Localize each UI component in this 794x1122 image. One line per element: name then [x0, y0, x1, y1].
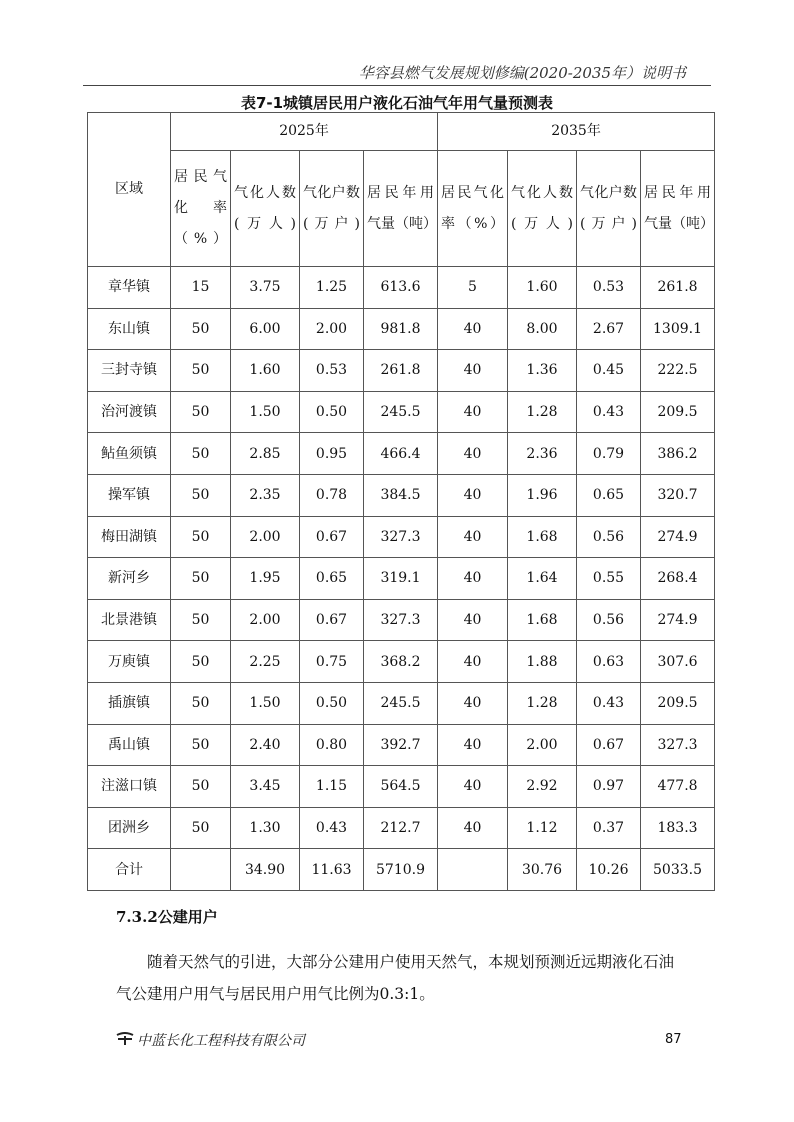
cell-region: 禹山镇: [88, 724, 171, 766]
table-row: [88, 267, 715, 309]
cell-gas-2025: 613.6: [364, 267, 438, 309]
cell-gas-2025: 384.5: [364, 474, 438, 516]
total-row: [88, 849, 715, 891]
cell-hh-2035: 0.55: [577, 558, 641, 600]
table-row: [88, 558, 715, 600]
cell-region: 章华镇: [88, 267, 171, 309]
cell-region: 鲇鱼须镇: [88, 433, 171, 475]
cell-region: 北景港镇: [88, 599, 171, 641]
cell-hh-2035: 0.43: [577, 682, 641, 724]
cell-pop-2035: 1.12: [508, 807, 577, 849]
col-pop-2025: 气化人数(万人): [231, 151, 300, 267]
table-row: [88, 350, 715, 392]
cell-gas-2035: 327.3: [641, 724, 715, 766]
year-2025-header: 2025年: [171, 113, 438, 151]
col-rate-2035: 居民气化率（%）: [438, 151, 508, 267]
cell-rate-2035: 40: [438, 474, 508, 516]
cell-pop-2025: 1.60: [231, 350, 300, 392]
cell-pop-2025: 3.75: [231, 267, 300, 309]
cell-rate-2025: 50: [171, 641, 231, 683]
cell-pop-2025: 2.85: [231, 433, 300, 475]
cell-region: 万庾镇: [88, 641, 171, 683]
cell-pop-2035: 1.36: [508, 350, 577, 392]
cell-pop-2035: 2.92: [508, 766, 577, 808]
cell-region: 新河乡: [88, 558, 171, 600]
cell-hh-2025: 1.25: [300, 267, 364, 309]
cell-rate-2025: 50: [171, 433, 231, 475]
cell-hh-2025: 0.53: [300, 350, 364, 392]
col-gas-2025: 居民年用气量（吨）: [364, 151, 438, 267]
cell-pop-2035: 2.36: [508, 433, 577, 475]
cell-hh-2025: 0.95: [300, 433, 364, 475]
cell-rate-2035: 40: [438, 391, 508, 433]
cell-rate-2035: 40: [438, 641, 508, 683]
cell-gas-2035: 183.3: [641, 807, 715, 849]
cell-rate-2025: 15: [171, 267, 231, 309]
col-hh-2035: 气化户数(万户): [577, 151, 641, 267]
cell-rate-2035: [438, 849, 508, 891]
table-row: [88, 433, 715, 475]
cell-hh-2035: 0.43: [577, 391, 641, 433]
cell-hh-2035: 0.37: [577, 807, 641, 849]
table-row: [88, 599, 715, 641]
cell-rate-2035: 40: [438, 433, 508, 475]
col-hh-2025: 气化户数(万户): [300, 151, 364, 267]
cell-gas-2025: 392.7: [364, 724, 438, 766]
table-row: [88, 474, 715, 516]
cell-hh-2035: 0.79: [577, 433, 641, 475]
region-header: 区域: [88, 113, 171, 267]
cell-rate-2035: 40: [438, 724, 508, 766]
cell-hh-2025: 0.65: [300, 558, 364, 600]
table-row: [88, 516, 715, 558]
table-row: [88, 308, 715, 350]
cell-region: 梅田湖镇: [88, 516, 171, 558]
cell-pop-2035: 1.60: [508, 267, 577, 309]
cell-pop-2025: 2.40: [231, 724, 300, 766]
cell-pop-2035: 2.00: [508, 724, 577, 766]
cell-gas-2025: 327.3: [364, 599, 438, 641]
cell-region: 东山镇: [88, 308, 171, 350]
body-paragraph: [116, 946, 678, 1010]
cell-gas-2035: 274.9: [641, 599, 715, 641]
cell-pop-2025: 1.95: [231, 558, 300, 600]
company-logo-icon: [115, 1031, 135, 1045]
cell-hh-2035: 0.45: [577, 350, 641, 392]
cell-gas-2035: 1309.1: [641, 308, 715, 350]
table-row: [88, 391, 715, 433]
cell-hh-2035: 0.65: [577, 474, 641, 516]
cell-pop-2035: 1.28: [508, 391, 577, 433]
cell-pop-2025: 34.90: [231, 849, 300, 891]
cell-rate-2025: [171, 849, 231, 891]
cell-pop-2025: 2.00: [231, 599, 300, 641]
cell-rate-2035: 40: [438, 599, 508, 641]
cell-pop-2025: 6.00: [231, 308, 300, 350]
cell-hh-2025: 0.75: [300, 641, 364, 683]
cell-rate-2025: 50: [171, 558, 231, 600]
cell-rate-2025: 50: [171, 599, 231, 641]
table-row: [88, 641, 715, 683]
cell-gas-2025: 5710.9: [364, 849, 438, 891]
cell-rate-2025: 50: [171, 807, 231, 849]
col-rate-2025: 居民气化率（%）: [171, 151, 231, 267]
cell-rate-2035: 40: [438, 516, 508, 558]
cell-rate-2025: 50: [171, 391, 231, 433]
cell-hh-2035: 0.67: [577, 724, 641, 766]
cell-hh-2025: 0.80: [300, 724, 364, 766]
cell-gas-2025: 564.5: [364, 766, 438, 808]
footer-company: 中蓝长化工程科技有限公司: [137, 1033, 305, 1049]
cell-gas-2035: 5033.5: [641, 849, 715, 891]
cell-gas-2035: 209.5: [641, 682, 715, 724]
cell-hh-2025: 0.67: [300, 599, 364, 641]
cell-gas-2025: 327.3: [364, 516, 438, 558]
cell-pop-2025: 2.00: [231, 516, 300, 558]
cell-gas-2025: 466.4: [364, 433, 438, 475]
cell-gas-2035: 209.5: [641, 391, 715, 433]
cell-hh-2025: 11.63: [300, 849, 364, 891]
cell-pop-2025: 2.25: [231, 641, 300, 683]
cell-rate-2025: 50: [171, 474, 231, 516]
cell-region: 三封寺镇: [88, 350, 171, 392]
cell-hh-2025: 0.50: [300, 682, 364, 724]
cell-hh-2025: 1.15: [300, 766, 364, 808]
col-gas-2035: 居民年用气量（吨）: [641, 151, 715, 267]
cell-hh-2035: 10.26: [577, 849, 641, 891]
cell-pop-2035: 1.68: [508, 599, 577, 641]
cell-rate-2025: 50: [171, 350, 231, 392]
cell-region: 插旗镇: [88, 682, 171, 724]
section-heading: 7.3.2公建用户: [116, 908, 218, 926]
cell-pop-2025: 2.35: [231, 474, 300, 516]
cell-gas-2025: 245.5: [364, 391, 438, 433]
cell-hh-2035: 0.63: [577, 641, 641, 683]
cell-rate-2035: 5: [438, 267, 508, 309]
lpg-forecast-table: [87, 112, 715, 891]
cell-rate-2035: 40: [438, 766, 508, 808]
cell-pop-2035: 1.88: [508, 641, 577, 683]
year-2035-header: 2035年: [438, 113, 715, 151]
cell-hh-2025: 0.67: [300, 516, 364, 558]
cell-rate-2035: 40: [438, 807, 508, 849]
cell-pop-2035: 8.00: [508, 308, 577, 350]
cell-rate-2025: 50: [171, 308, 231, 350]
cell-gas-2025: 368.2: [364, 641, 438, 683]
cell-region: 合计: [88, 849, 171, 891]
cell-pop-2025: 1.30: [231, 807, 300, 849]
page-number: 87: [665, 1032, 682, 1047]
cell-hh-2025: 0.78: [300, 474, 364, 516]
cell-hh-2025: 2.00: [300, 308, 364, 350]
cell-pop-2035: 1.28: [508, 682, 577, 724]
cell-gas-2035: 320.7: [641, 474, 715, 516]
cell-gas-2025: 245.5: [364, 682, 438, 724]
cell-region: 团洲乡: [88, 807, 171, 849]
cell-gas-2025: 212.7: [364, 807, 438, 849]
cell-hh-2025: 0.50: [300, 391, 364, 433]
table-row: [88, 766, 715, 808]
cell-rate-2025: 50: [171, 766, 231, 808]
cell-pop-2035: 1.64: [508, 558, 577, 600]
cell-pop-2035: 30.76: [508, 849, 577, 891]
cell-pop-2025: 1.50: [231, 391, 300, 433]
page-header-title: 华容县燃气发展规划修编(2020-2035年）说明书: [358, 64, 686, 82]
cell-hh-2035: 0.53: [577, 267, 641, 309]
cell-pop-2025: 1.50: [231, 682, 300, 724]
table-row: [88, 807, 715, 849]
cell-region: 注滋口镇: [88, 766, 171, 808]
table-caption: 表7-1城镇居民用户液化石油气年用气量预测表: [240, 94, 554, 112]
cell-gas-2035: 222.5: [641, 350, 715, 392]
cell-gas-2035: 261.8: [641, 267, 715, 309]
col-pop-2035: 气化人数(万人): [508, 151, 577, 267]
cell-gas-2025: 319.1: [364, 558, 438, 600]
table-row: [88, 724, 715, 766]
cell-gas-2035: 386.2: [641, 433, 715, 475]
cell-hh-2035: 0.56: [577, 599, 641, 641]
cell-hh-2035: 0.56: [577, 516, 641, 558]
paragraph-text: 随着天然气的引进，大部分公建用户使用天然气，本规划预测近远期液化石油气公建用户用气与居民用户用气比例为0.3:1。: [116, 953, 675, 1003]
cell-rate-2025: 50: [171, 682, 231, 724]
header-rule: [83, 85, 711, 86]
cell-gas-2035: 307.6: [641, 641, 715, 683]
cell-hh-2025: 0.43: [300, 807, 364, 849]
cell-rate-2035: 40: [438, 308, 508, 350]
cell-pop-2035: 1.68: [508, 516, 577, 558]
cell-rate-2025: 50: [171, 516, 231, 558]
cell-pop-2025: 3.45: [231, 766, 300, 808]
table-row: [88, 682, 715, 724]
cell-rate-2025: 50: [171, 724, 231, 766]
cell-gas-2035: 477.8: [641, 766, 715, 808]
cell-gas-2035: 274.9: [641, 516, 715, 558]
cell-rate-2035: 40: [438, 682, 508, 724]
cell-pop-2035: 1.96: [508, 474, 577, 516]
cell-hh-2035: 2.67: [577, 308, 641, 350]
cell-region: 治河渡镇: [88, 391, 171, 433]
cell-gas-2025: 261.8: [364, 350, 438, 392]
cell-gas-2035: 268.4: [641, 558, 715, 600]
cell-gas-2025: 981.8: [364, 308, 438, 350]
cell-hh-2035: 0.97: [577, 766, 641, 808]
cell-region: 操军镇: [88, 474, 171, 516]
cell-rate-2035: 40: [438, 350, 508, 392]
cell-rate-2035: 40: [438, 558, 508, 600]
